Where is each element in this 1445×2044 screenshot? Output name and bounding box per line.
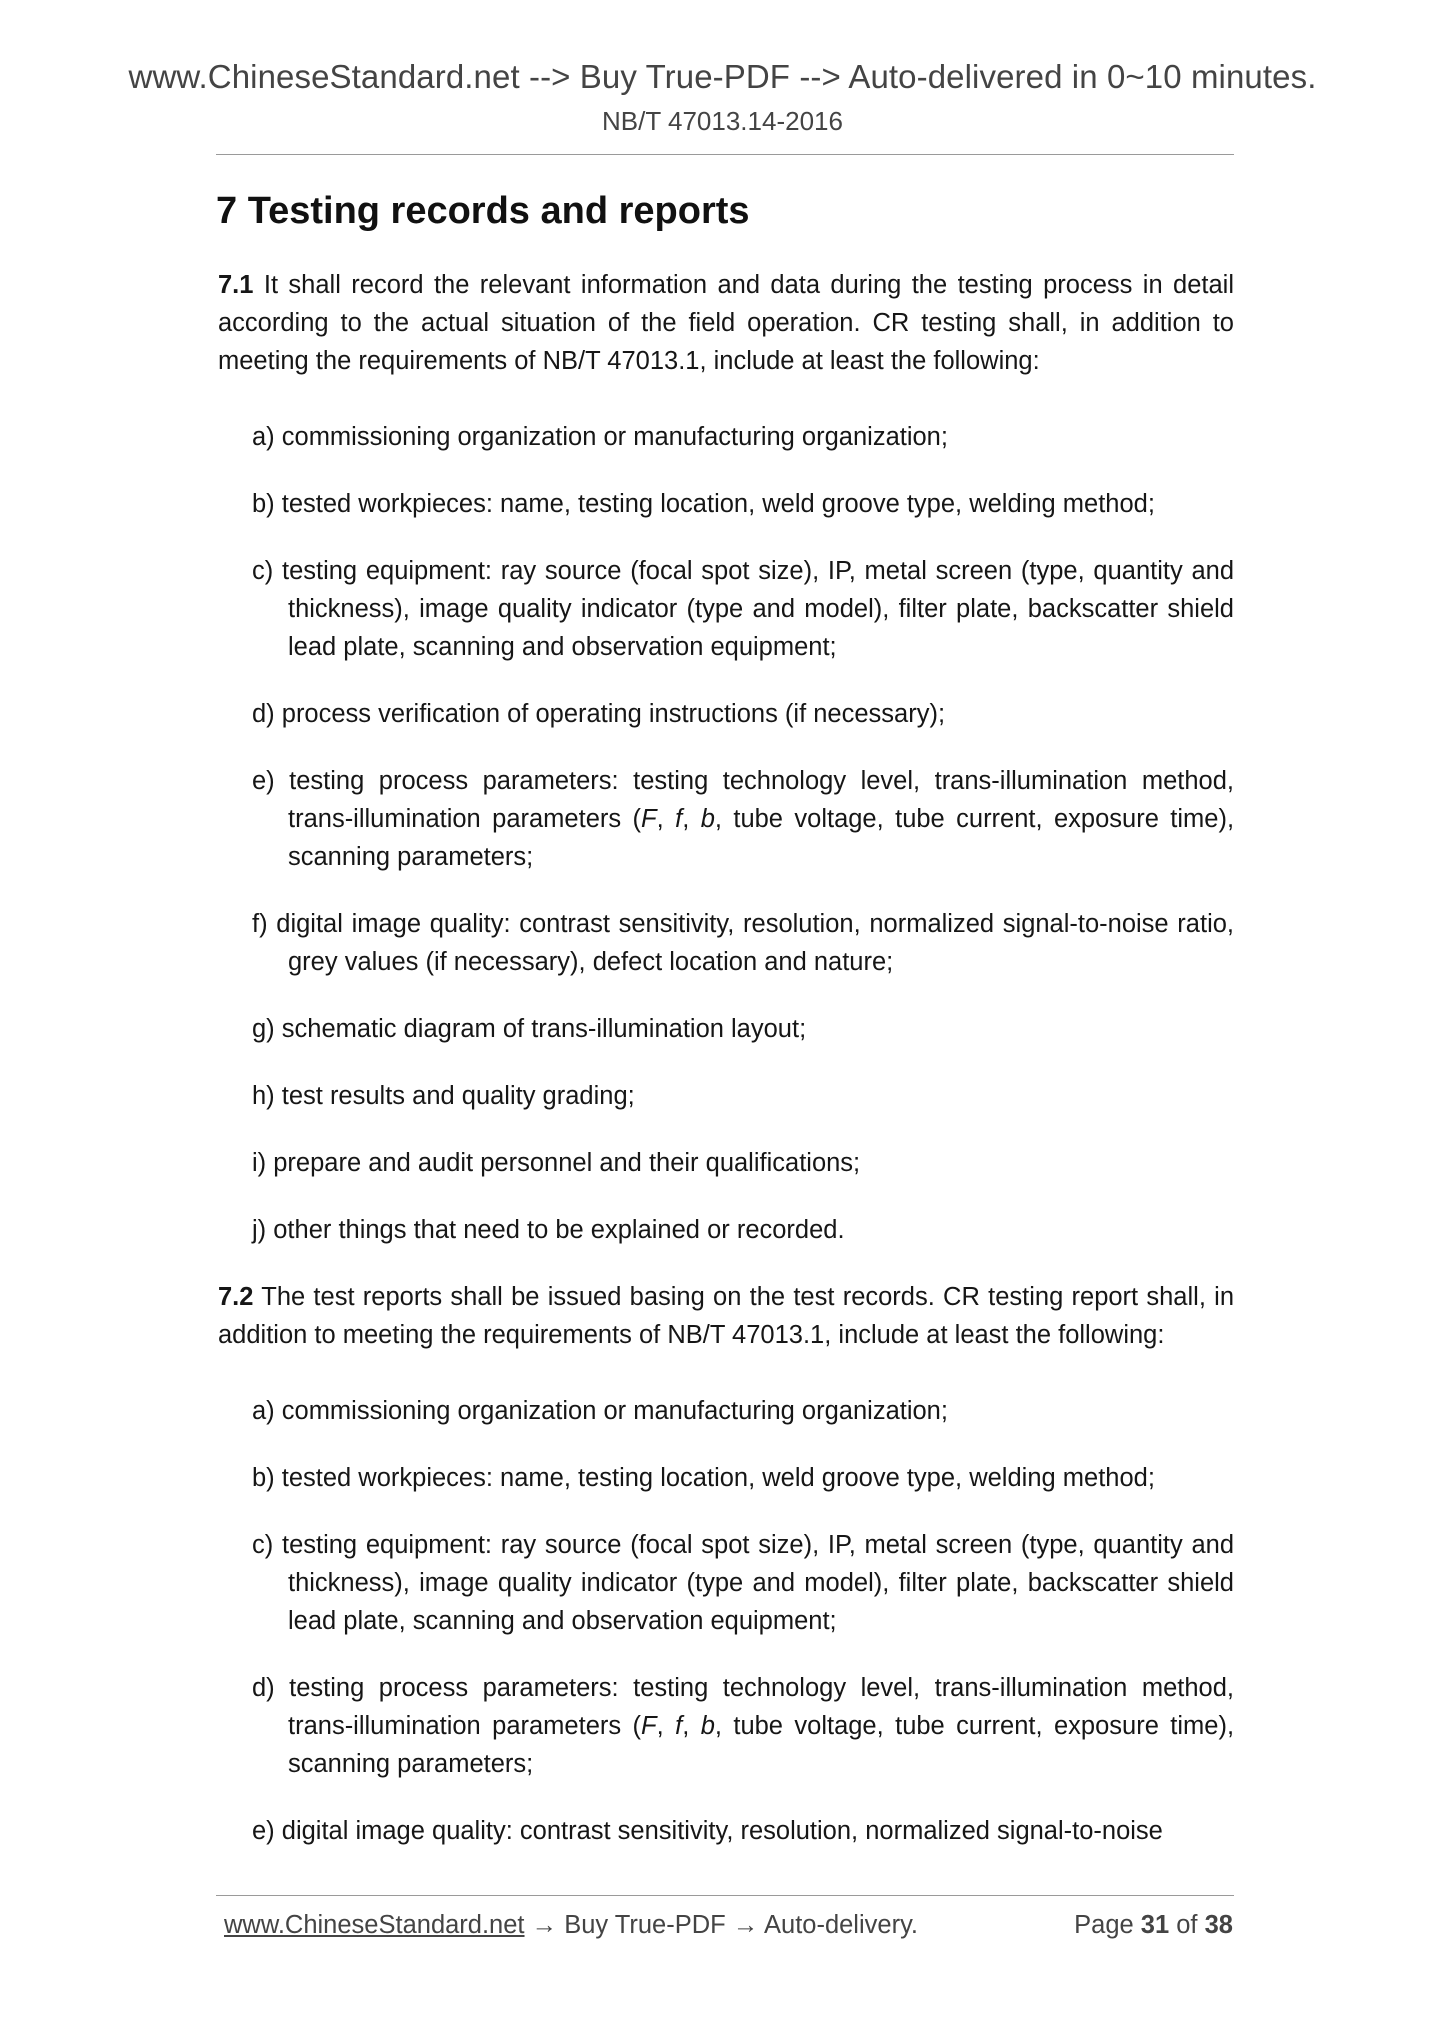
clause-7-1-text: It shall record the relevant information and data during the testing process in detail according to the actual situation of the field operation. CR testing shall, in addition to meeting the requirements of NB/T 47013.1, include at least the following: — [218, 271, 1234, 375]
page-total: 38 — [1204, 1911, 1233, 1939]
clause-7-1-item: j) other things that need to be explained or recorded. — [252, 1216, 845, 1244]
clause-7-1-item: f) digital image quality: contrast sensitivity, resolution, normalized signal-to-noise ratio, grey values (if necessary), defect location and nature; — [252, 910, 1234, 976]
clause-7-2-item: a) commissioning organization or manufacturing organization; — [252, 1397, 948, 1425]
clause-7-1-number: 7.1 — [218, 271, 254, 299]
clause-7-2-item: e) digital image quality: contrast sensitivity, resolution, normalized signal-to-noise — [252, 1817, 1163, 1845]
footer-delivery-text: → Buy True-PDF → Auto-delivery. — [531, 1911, 919, 1939]
section-heading: 7 Testing records and reports — [216, 190, 750, 232]
clause-7-1-item: c) testing equipment: ray source (focal spot size), IP, metal screen (type, quantity and thickness), image quality indicator (type and model), filter plate, backscatter shield lead plate, scanning and observation equipment; — [252, 557, 1234, 661]
clause-7-2-number: 7.2 — [218, 1283, 254, 1311]
clause-7-1-paragraph — [218, 266, 1234, 380]
page-label: Page — [1074, 1911, 1134, 1939]
clause-7-1-item: h) test results and quality grading; — [252, 1082, 635, 1110]
clause-7-1-item: i) prepare and audit personnel and their qualifications; — [252, 1149, 861, 1177]
clause-7-1-item: b) tested workpieces: name, testing location, weld groove type, welding method; — [252, 490, 1155, 518]
footer-left — [224, 1911, 918, 1940]
clause-7-1-item: a) commissioning organization or manufacturing organization; — [252, 423, 948, 451]
header-divider — [216, 154, 1234, 155]
page-indicator — [1074, 1911, 1233, 1940]
footer-divider — [216, 1895, 1234, 1896]
clause-7-2-item: c) testing equipment: ray source (focal spot size), IP, metal screen (type, quantity and thickness), image quality indicator (type and model), filter plate, backscatter shield lead plate, scanning and observation equipment; — [252, 1531, 1234, 1635]
header-standard-number: NB/T 47013.14-2016 — [602, 106, 843, 136]
clause-7-1-item: e) testing process parameters: testing technology level, trans-illumination method, trans-illumination parameters (F, f, b, tube voltage, tube current, exposure time), scanning parameters; — [252, 767, 1235, 871]
clause-7-2-text: The test reports shall be issued basing on the test records. CR testing report shall, in addition to meeting the requirements of NB/T 47013.1, include at least the following: — [218, 1283, 1234, 1349]
page-of: of — [1176, 1911, 1198, 1939]
clause-7-2-item: d) testing process parameters: testing technology level, trans-illumination method, trans-illumination parameters (F, f, b, tube voltage, tube current, exposure time), scanning parameters; — [252, 1674, 1235, 1778]
header-banner[interactable]: www.ChineseStandard.net --> Buy True-PDF --> Auto-delivered in 0~10 minutes. — [128, 58, 1317, 95]
page-current: 31 — [1140, 1911, 1170, 1939]
footer-site-link[interactable]: www.ChineseStandard.net — [224, 1911, 525, 1939]
clause-7-2-item: b) tested workpieces: name, testing location, weld groove type, welding method; — [252, 1464, 1155, 1492]
clause-7-2-paragraph — [218, 1278, 1234, 1354]
clause-7-1-item: g) schematic diagram of trans-illumination layout; — [252, 1015, 807, 1043]
clause-7-1-item: d) process verification of operating instructions (if necessary); — [252, 700, 946, 728]
